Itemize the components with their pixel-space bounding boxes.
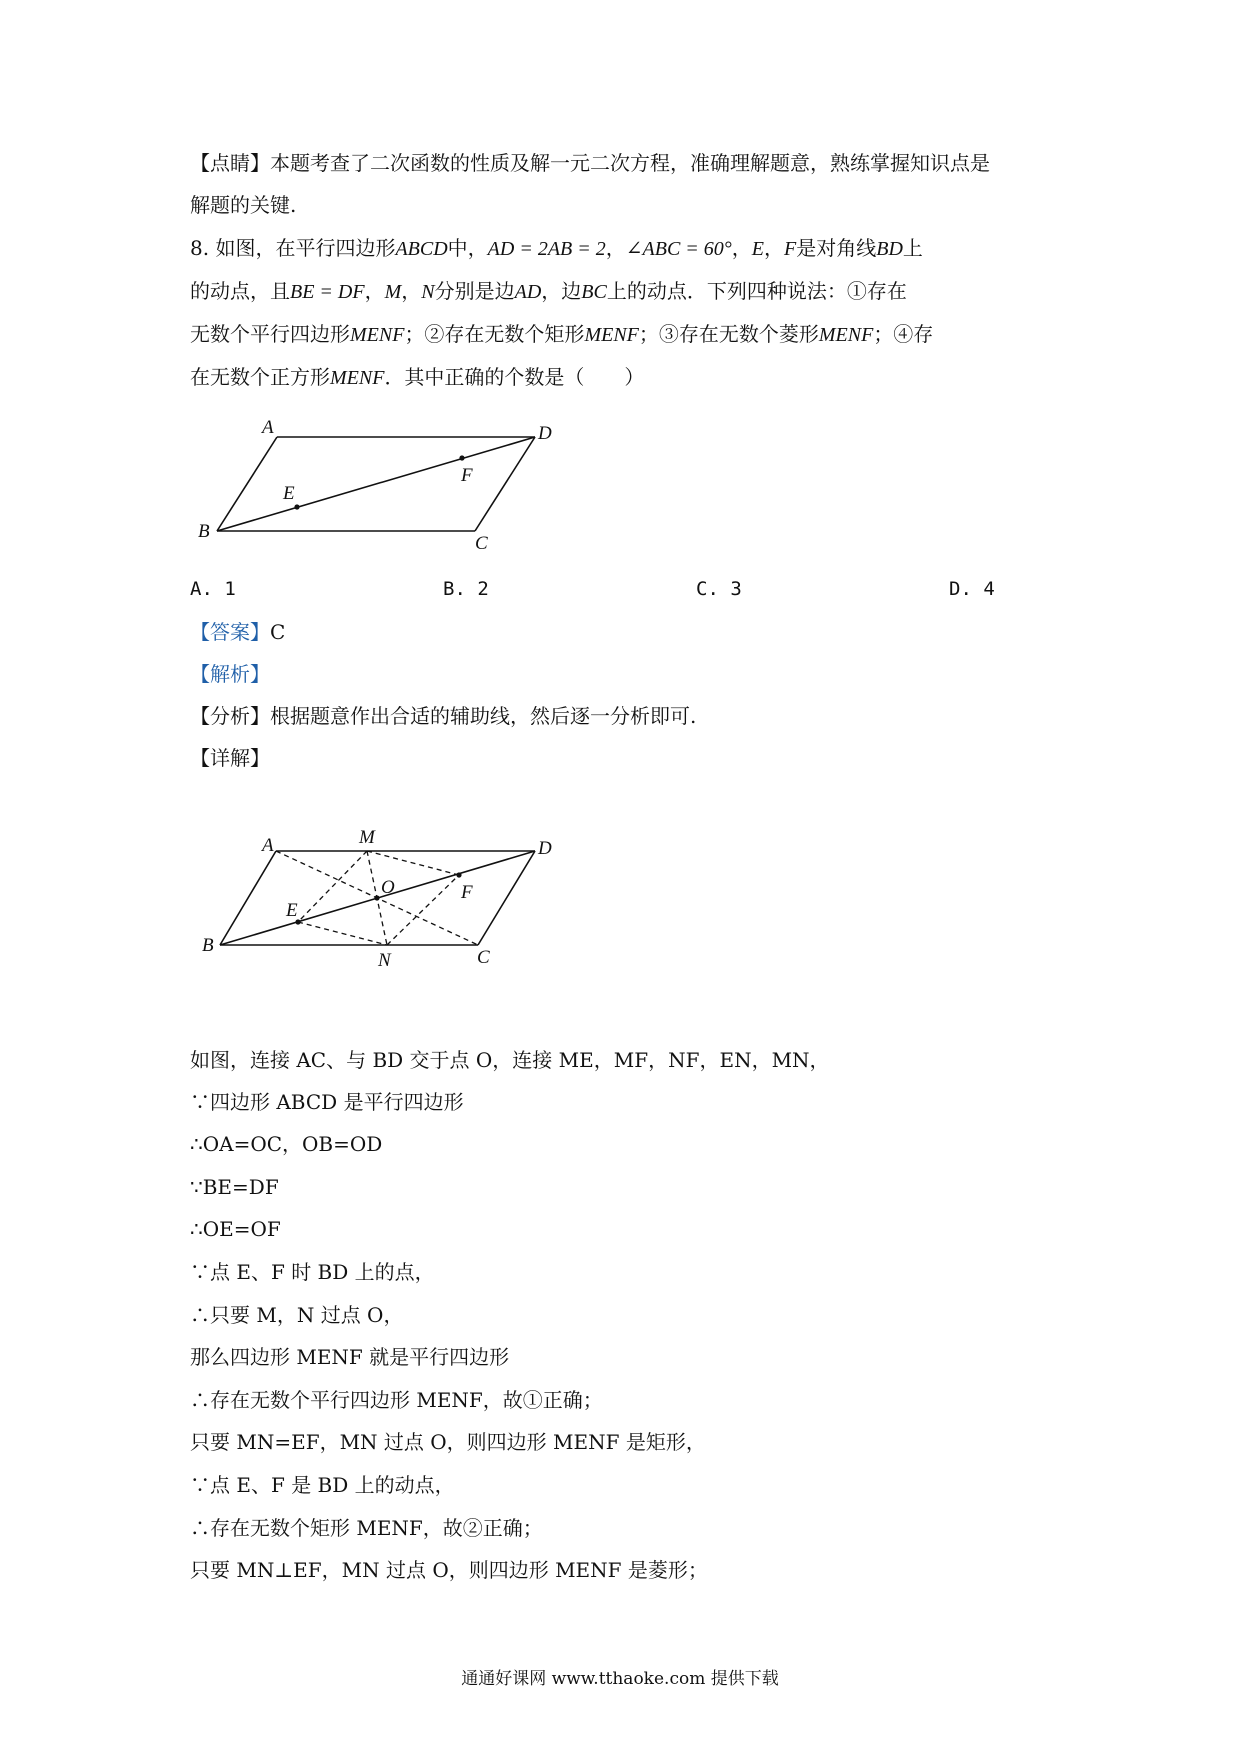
label-b: B [198, 521, 210, 542]
solution-line-7: ∴只要 M，N 过点 O， [190, 1303, 404, 1327]
question-line-3: 无数个平行四边形MENF；②存在无数个矩形MENF；③存在无数个菱形MENF；④存 [190, 322, 934, 346]
side-dc [475, 437, 535, 531]
point-o [374, 895, 379, 900]
segment-nf [387, 875, 459, 945]
solution-line-3: ∴OA=OC，OB=OD [190, 1132, 383, 1156]
point-e [294, 504, 299, 509]
solution-line-5: ∴OE=OF [190, 1217, 281, 1241]
label-b: B [202, 935, 214, 956]
fenxi-line: 【分析】根据题意作出合适的辅助线，然后逐一分析即可. [190, 704, 697, 728]
question-line-1: 8. 如图，在平行四边形ABCD中，AD = 2AB = 2，∠ABC = 60°，E，F是对角线BD上 [190, 236, 923, 260]
solution-line-12: ∴存在无数个矩形 MENF，故②正确； [190, 1516, 543, 1540]
label-f: F [461, 882, 473, 903]
label-c: C [477, 947, 490, 968]
solution-line-10: 只要 MN=EF，MN 过点 O，则四边形 MENF 是矩形， [190, 1430, 706, 1454]
segment-mf [367, 851, 459, 875]
question-line-2: 的动点，且BE = DF，M，N分别是边AD，边BC上的动点．下列四种说法：①存在 [190, 279, 907, 303]
label-e: E [286, 900, 298, 921]
point-f [459, 455, 464, 460]
diagonal-bd [217, 437, 535, 531]
answer-label: 【答案】 [190, 620, 270, 644]
option-a: A. 1 [190, 578, 236, 600]
solution-line-13: 只要 MN⊥EF，MN 过点 O，则四边形 MENF 是菱形； [190, 1558, 708, 1582]
label-d: D [538, 423, 552, 444]
label-e: E [283, 483, 295, 504]
segment-en [298, 922, 387, 945]
detail-label: 【详解】 [190, 746, 270, 770]
side-ab [217, 437, 277, 531]
point-f [456, 872, 461, 877]
label-f: F [461, 465, 473, 486]
answer-value: C [270, 620, 286, 644]
commentary-line-2: 解题的关键. [190, 193, 297, 217]
solution-line-4: ∵BE=DF [190, 1175, 279, 1199]
option-b: B. 2 [443, 578, 489, 600]
label-m: M [359, 827, 375, 848]
solution-line-9: ∴存在无数个平行四边形 MENF，故①正确； [190, 1388, 603, 1412]
solution-line-2: ∵四边形 ABCD 是平行四边形 [190, 1090, 464, 1114]
label-a: A [262, 417, 274, 438]
solution-line-11: ∵点 E、F 是 BD 上的动点， [190, 1473, 455, 1497]
question-line-4: 在无数个正方形MENF．其中正确的个数是（ ） [190, 365, 645, 389]
analysis-label: 【解析】 [190, 662, 270, 686]
commentary-line-1: 【点睛】本题考查了二次函数的性质及解一元二次方程，准确理解题意，熟练掌握知识点是 [190, 151, 990, 175]
figure-parallelogram-1 [190, 415, 570, 560]
label-d: D [538, 838, 552, 859]
label-a: A [262, 835, 274, 856]
option-c: C. 3 [696, 578, 742, 600]
solution-line-6: ∵点 E、F 时 BD 上的点， [190, 1260, 435, 1284]
label-c: C [475, 533, 488, 554]
answer-line [190, 622, 285, 642]
label-n: N [378, 950, 391, 971]
option-d: D. 4 [949, 578, 995, 600]
solution-line-8: 那么四边形 MENF 就是平行四边形 [190, 1345, 510, 1369]
figure-parallelogram-2 [190, 825, 570, 975]
label-o: O [381, 877, 395, 898]
solution-line-1: 如图，连接 AC、与 BD 交于点 O，连接 ME，MF，NF，EN，MN， [190, 1048, 830, 1072]
footer-text: 通通好课网 www.tthaoke.com 提供下载 [461, 1669, 779, 1689]
